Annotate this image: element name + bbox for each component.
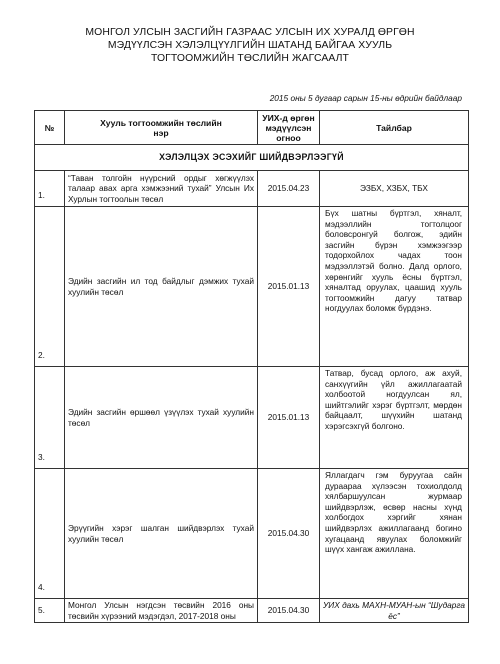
row-bill-name: Монгол Улсын нэгдсэн төсвийн 2016 оны төсвийн хүрээний мэдэгдэл, 2017-2018 оны xyxy=(65,599,258,623)
table-row xyxy=(35,367,469,469)
row-number: 4. xyxy=(35,469,65,599)
title-line-2: МЭДҮҮЛСЭН ХЭЛЭЛЦҮҮЛГИЙН ШАТАНД БАЙГАА ХУУЛЬ xyxy=(107,40,393,51)
column-header-name: Хууль тогтоомжийн төслийн нэр xyxy=(65,111,258,145)
row-date: 2015.01.13 xyxy=(258,207,320,367)
table-row xyxy=(35,207,469,367)
row-note: Яллагдагч гэм буруугаа сайн дураараа хүлээсэн тохиолдолд хялбаршуулсан журмаар шийдвэрлэж, өсвөр насны хүнд холбогдох хэргийг хянан шийдвэрлэх ажиллагаанд богино хугацаанд явуулах боломжийг шүүх хангаж ажиллана. xyxy=(320,469,469,599)
table-row xyxy=(35,599,469,623)
row-note: ЭЗБХ, ХЗБХ, ТБХ xyxy=(320,171,469,207)
column-header-note: Тайлбар xyxy=(320,111,469,145)
row-date: 2015.04.23 xyxy=(258,171,320,207)
row-note: Татвар, бусад орлого, аж ахуй, санхүүгийн үйл ажиллагаатай холбоотой ногдуулсан ял, шийтгэлийг хэрэг бүртгэлт, мөрдөн байцаалт, шүүхийн шатанд хэрэгсэхгүй болгоно. xyxy=(320,367,469,469)
row-number: 3. xyxy=(35,367,65,469)
row-bill-name: “Таван толгойн нүүрсний ордыг хөгжүүлэх талаар авах арга хэмжээний тухай” Улсын Их Хурлын тогтоолын төсөл xyxy=(65,171,258,207)
row-bill-name: Эрүүгийн хэрэг шалган шийдвэрлэх тухай хуулийн төсөл xyxy=(65,469,258,599)
row-bill-name: Эдийн засгийн ил тод байдлыг дэмжих тухай хуулийн төсөл xyxy=(65,207,258,367)
table-header-row xyxy=(35,111,469,145)
bills-table xyxy=(34,110,469,623)
table-row xyxy=(35,171,469,207)
row-number: 2. xyxy=(35,207,65,367)
table-row xyxy=(35,469,469,599)
row-bill-name: Эдийн засгийн өршөөл үзүүлэх тухай хуулийн төсөл xyxy=(65,367,258,469)
title-line-3: ТОГТООМЖИЙН ТӨСЛИЙН ЖАГСААЛТ xyxy=(151,53,349,64)
section-row xyxy=(35,145,469,171)
row-number: 5. xyxy=(35,599,65,623)
row-number: 1. xyxy=(35,171,65,207)
row-date: 2015.04.30 xyxy=(258,469,320,599)
column-header-number: № xyxy=(35,111,65,145)
row-note: Бүх шатны бүртгэл, хяналт, мэдээллийн тогтолцоог боловсронгуй болгож, эдийн засгийн бүрэн хэмжээгээр тодорхойлох чадах тоон мэдээллэтэй болно. Далд орлого, хөрөнгийг хууль ёсны бүртгэл, хяналтад оруулах, цаашид хууль тогтоомжийн дагуу татвар ногдуулах боломж бүрдэнэ. xyxy=(320,207,469,367)
title-line-1: МОНГОЛ УЛСЫН ЗАСГИЙН ГАЗРААС УЛСЫН ИХ ХУРАЛД ӨРГӨН xyxy=(85,27,415,38)
date-note: 2015 оны 5 дугаар сарын 15-ны өдрийн байдлаар xyxy=(269,93,462,103)
document-title xyxy=(40,26,460,65)
row-date: 2015.04.30 xyxy=(258,599,320,623)
row-note: УИХ дахь МАХН-МУАН-ын “Шударга ёс” xyxy=(320,599,469,623)
row-date: 2015.01.13 xyxy=(258,367,320,469)
column-header-date: УИХ-д өргөн мэдүүлсэн огноо xyxy=(258,111,320,145)
section-title: ХЭЛЭЛЦЭХ ЭСЭХИЙГ ШИЙДВЭРЛЭЭГҮЙ xyxy=(35,145,469,171)
